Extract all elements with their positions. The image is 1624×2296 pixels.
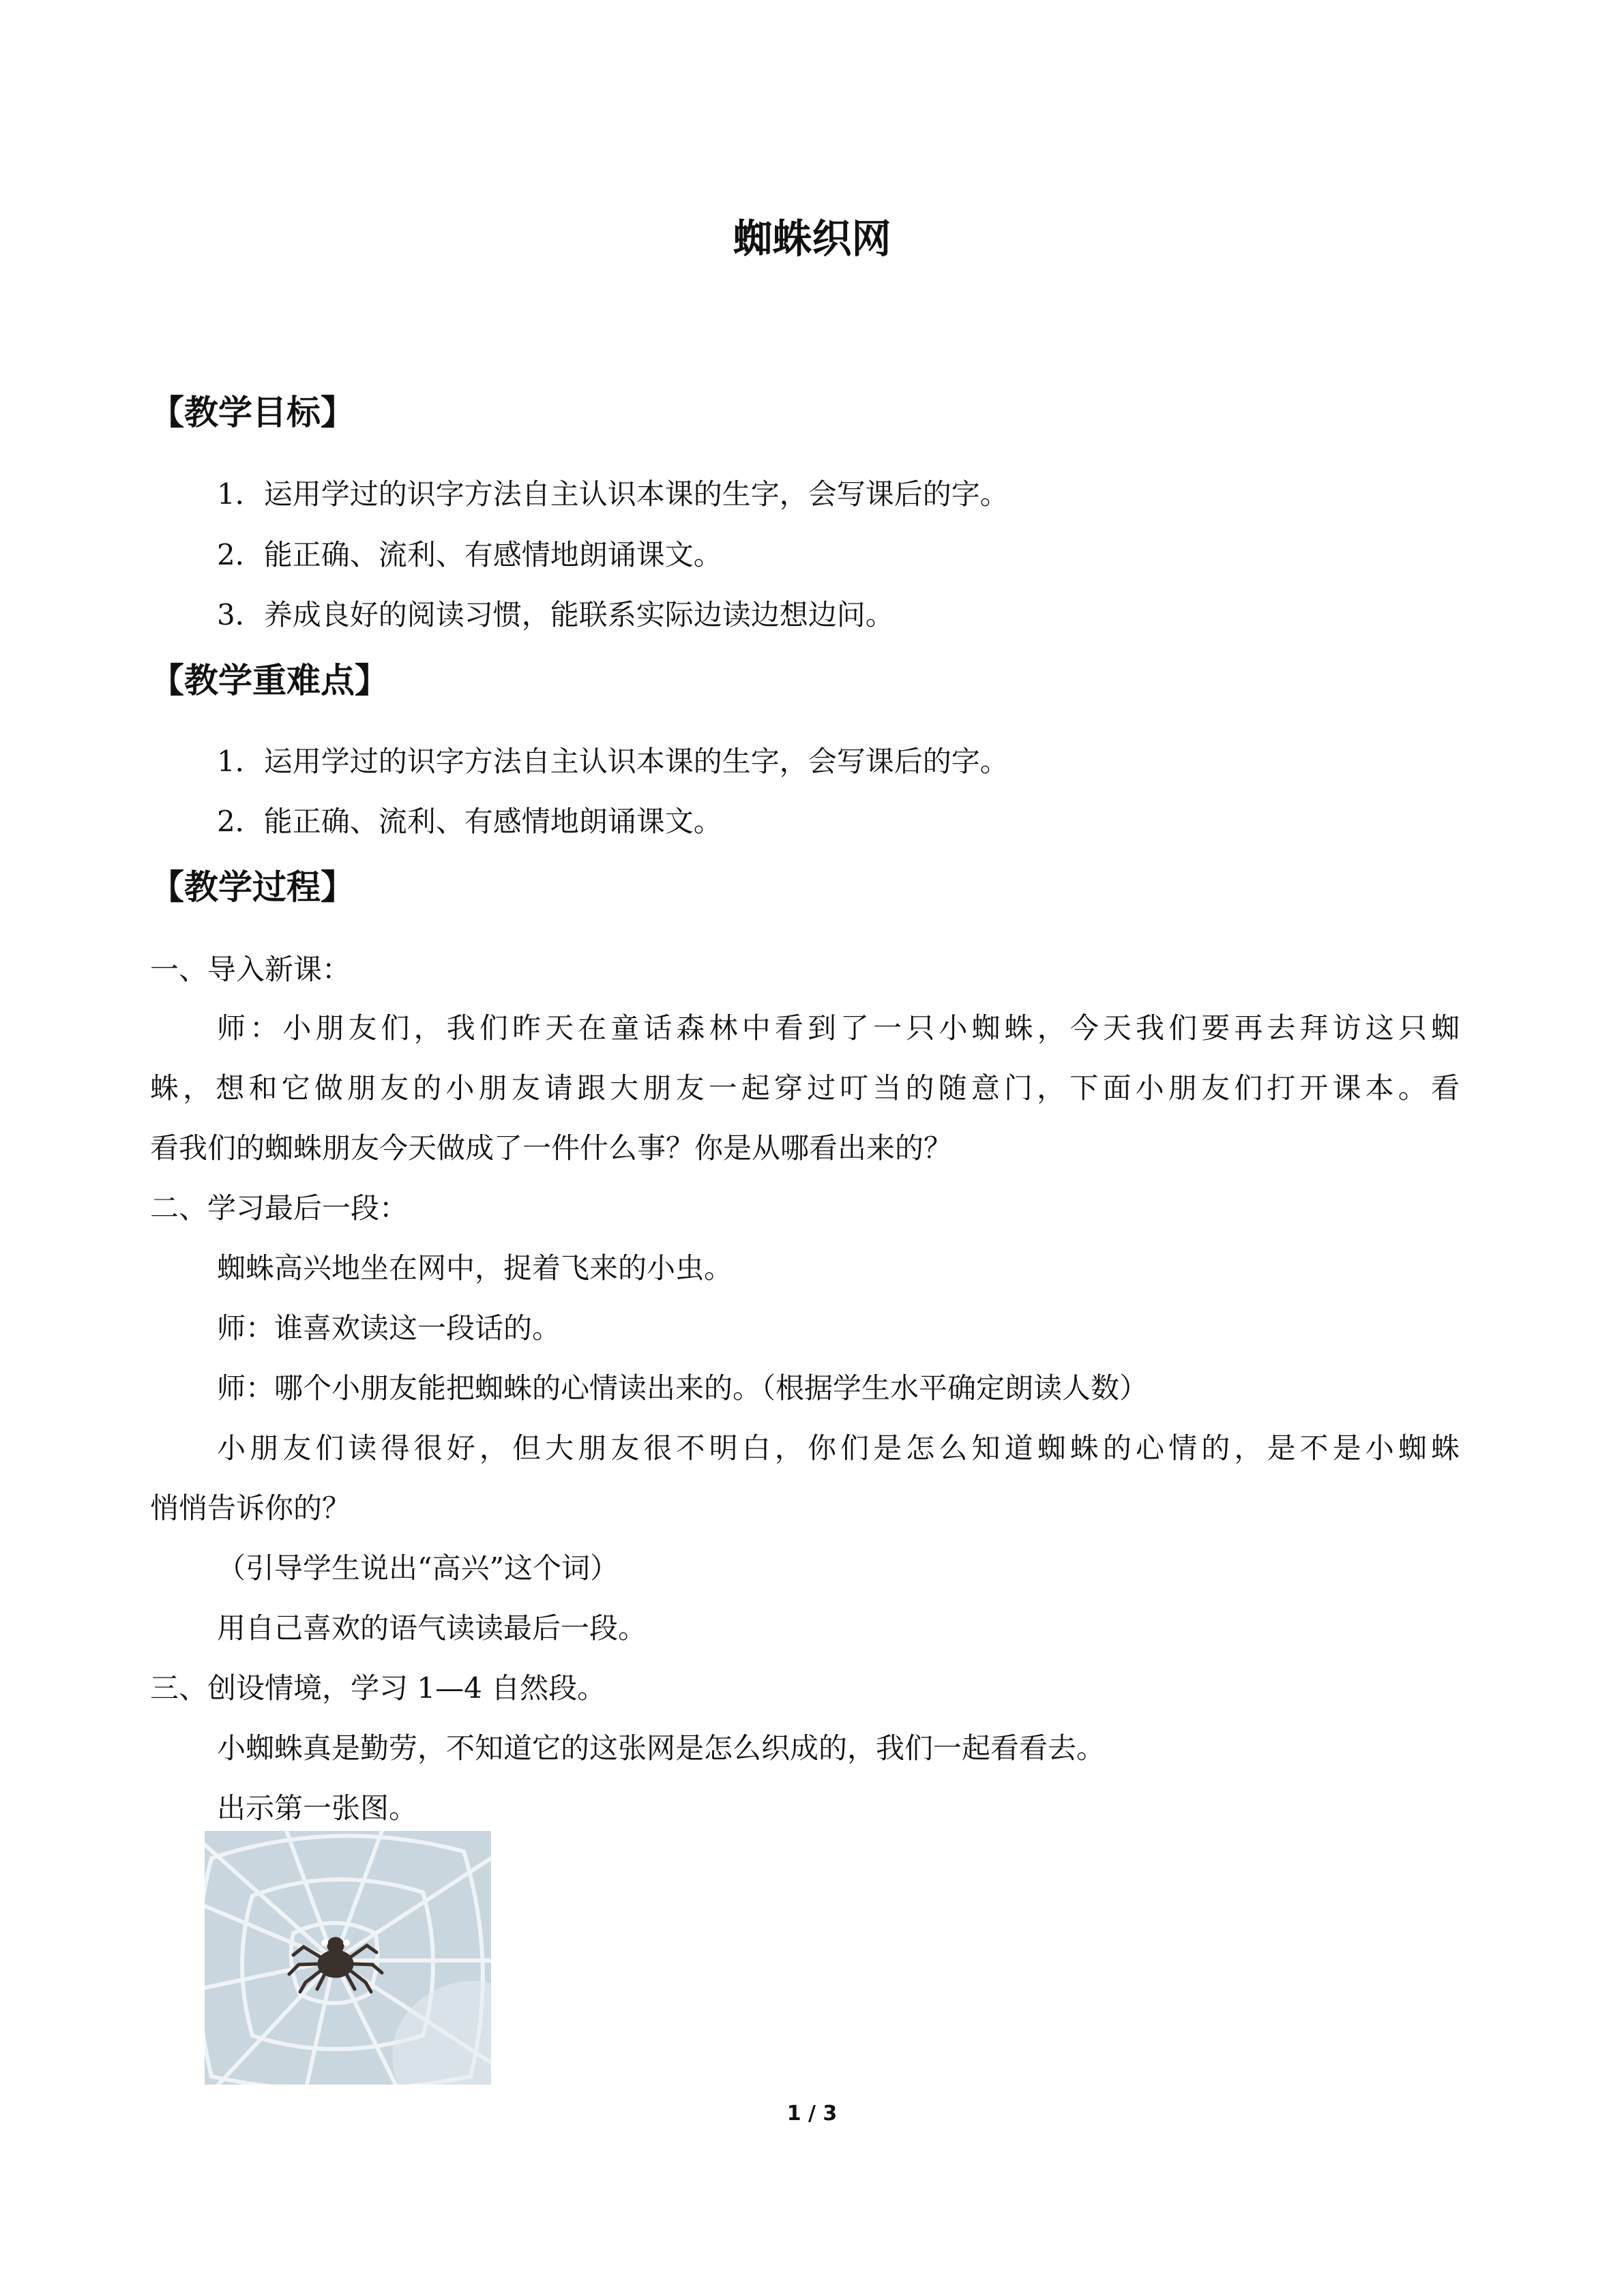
goal-item-1: 1．运用学过的识字方法自主认识本课的生字，会写课后的字。: [217, 477, 1009, 511]
process-line-13: 三、创设情境，学习 1—4 自然段。: [150, 1671, 606, 1705]
process-line-4: 看我们的蜘蛛朋友今天做成了一件什么事？你是从哪看出来的？: [150, 1131, 953, 1165]
goal-item-2: 2．能正确、流利、有感情地朗诵课文。: [217, 538, 722, 571]
process-line-10: 悄悄告诉你的？: [150, 1491, 351, 1525]
process-line-2: 师：小朋友们，我们昨天在童话森林中看到了一只小蜘蛛，今天我们要再去拜访这只蜘: [217, 1011, 1460, 1045]
process-line-7: 师：谁喜欢读这一段话的。: [217, 1311, 561, 1345]
process-line-11: （引导学生说出“高兴”这个词）: [217, 1551, 619, 1585]
process-line-12: 用自己喜欢的语气读读最后一段。: [217, 1611, 647, 1645]
process-line-6: 蜘蛛高兴地坐在网中，捉着飞来的小虫。: [217, 1251, 733, 1285]
process-line-1: 一、导入新课：: [150, 953, 351, 986]
document-title: 蜘蛛织网: [733, 215, 891, 262]
heading-key-points: 【教学重难点】: [150, 661, 389, 700]
process-line-3: 蛛，想和它做朋友的小朋友请跟大朋友一起穿过叮当的随意门，下面小朋友们打开课本。看: [150, 1071, 1460, 1105]
key-point-item-2: 2．能正确、流利、有感情地朗诵课文。: [217, 805, 722, 838]
heading-goals: 【教学目标】: [150, 393, 355, 432]
process-line-8: 师：哪个小朋友能把蜘蛛的心情读出来的。（根据学生水平确定朗读人数）: [217, 1371, 1149, 1405]
process-line-9: 小朋友们读得很好，但大朋友很不明白，你们是怎么知道蜘蛛的心情的，是不是小蜘蛛: [217, 1431, 1460, 1465]
heading-process: 【教学过程】: [150, 867, 355, 907]
spider-on-web-icon: [205, 1831, 491, 2085]
spider-web-figure: [205, 1831, 491, 2085]
process-line-14: 小蜘蛛真是勤劳，不知道它的这张网是怎么织成的，我们一起看看去。: [217, 1731, 1106, 1765]
goal-item-3: 3．养成良好的阅读习惯，能联系实际边读边想边问。: [217, 598, 894, 631]
key-point-item-1: 1．运用学过的识字方法自主认识本课的生字，会写课后的字。: [217, 745, 1009, 778]
process-line-5: 二、学习最后一段：: [150, 1191, 409, 1225]
page-number: 1 / 3: [786, 2102, 838, 2126]
process-line-15: 出示第一张图。: [217, 1791, 418, 1825]
